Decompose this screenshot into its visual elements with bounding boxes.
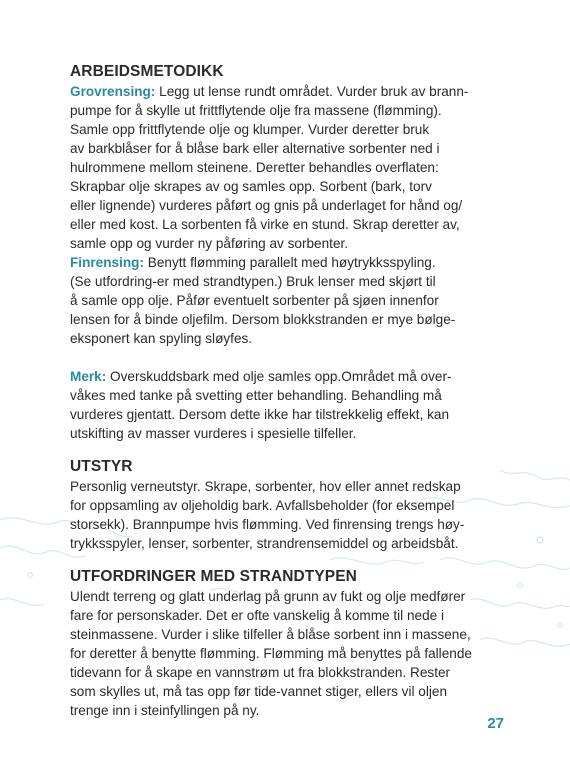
text-line: for deretter å benytte flømming. Flømming må benyttes på fallende <box>70 646 472 661</box>
text-line: storsekk). Brannpumpe hvis flømming. Ved finrensing trengs høy- <box>70 517 465 532</box>
text-line: Ulendt terreng og glatt underlag på grunn av fukt og olje medfører <box>70 589 466 604</box>
text-line: eksponert kan spyling sløyfes. <box>70 331 253 346</box>
heading-arbeidsmetodikk: ARBEIDSMETODIKK <box>70 63 224 80</box>
text-line: tidevann for å skape en vannstrøm ut fra blokkstranden. Rester <box>70 665 451 680</box>
paragraph-merk <box>70 367 510 443</box>
text-line: for oppsamling av oljeholdig bark. Avfallsbeholder (for eksempel <box>70 498 455 513</box>
text-line: Grovrensing: Legg ut lense rundt området. Vurder bruk av brann- <box>70 84 469 99</box>
text-line: våkes med tanke på svetting etter behandling. Behandling må <box>70 388 442 403</box>
paragraph-finrensing <box>70 253 510 348</box>
text-line: Personlig verneutstyr. Skrape, sorbenter, hov eller annet redskap <box>70 479 461 494</box>
text-line: eller med kost. La sorbenten få virke en stund. Skrap deretter av, <box>70 217 460 232</box>
text-line: hulrommene mellom steinene. Deretter behandles overflaten: <box>70 160 439 175</box>
heading-utstyr: UTSTYR <box>70 458 133 475</box>
paragraph-grovrensing <box>70 82 510 253</box>
text-line: Skrapbar olje skrapes av og samles opp. Sorbent (bark, torv <box>70 179 432 194</box>
text-line: å samle opp olje. Påfør eventuelt sorbenter på sjøen innenfor <box>70 293 439 308</box>
text-line: steinmassene. Vurder i slike tilfeller å blåse sorbent inn i massene, <box>70 627 471 642</box>
label-finrensing: Finrensing: <box>70 255 145 270</box>
text-line: samle opp og vurder ny påføring av sorbenter. <box>70 236 349 251</box>
text-line: vurderes gjentatt. Dersom dette ikke har tilstrekkelig effekt, kan <box>70 407 450 422</box>
text-line: lensen for å binde oljefilm. Dersom blokkstranden er mye bølge- <box>70 312 456 327</box>
text-line: pumpe for å skylle ut frittflytende olje fra massene (flømming). <box>70 103 442 118</box>
label-grovrensing: Grovrensing: <box>70 84 156 99</box>
text-line: Samle opp frittflytende olje og klumper. Vurder deretter bruk <box>70 122 430 137</box>
label-merk: Merk: <box>70 369 107 384</box>
paragraph-utfordringer <box>70 587 510 720</box>
page-number: 27 <box>487 715 504 732</box>
page-content <box>70 62 510 720</box>
text-line: eller lignende) vurderes påført og gnis på underlaget for hånd og/ <box>70 198 463 213</box>
text-line: av barkblåser for å blåse bark eller alternative sorbenter ned i <box>70 141 440 156</box>
text-line: Merk: Overskuddsbark med olje samles opp.Området må over- <box>70 369 452 384</box>
text-line: som skylles ut, må tas opp før tide-vannet stiger, ellers vil oljen <box>70 684 448 699</box>
text-line: Finrensing: Benytt flømming parallelt med høytrykksspyling. <box>70 255 436 270</box>
text-line: utskifting av masser vurderes i spesielle tilfeller. <box>70 426 357 441</box>
paragraph-utstyr <box>70 477 510 553</box>
text-line: fare for personskader. Det er ofte vanskelig å komme til nede i <box>70 608 445 623</box>
text-line: trykksspyler, lenser, sorbenter, strandrensemiddel og arbeidsbåt. <box>70 536 459 551</box>
text-line: (Se utfordring-er med strandtypen.) Bruk lenser med skjørt til <box>70 274 436 289</box>
heading-utfordringer: UTFORDRINGER MED STRANDTYPEN <box>70 568 357 585</box>
text-line: trenge inn i steinfyllingen på ny. <box>70 703 260 718</box>
